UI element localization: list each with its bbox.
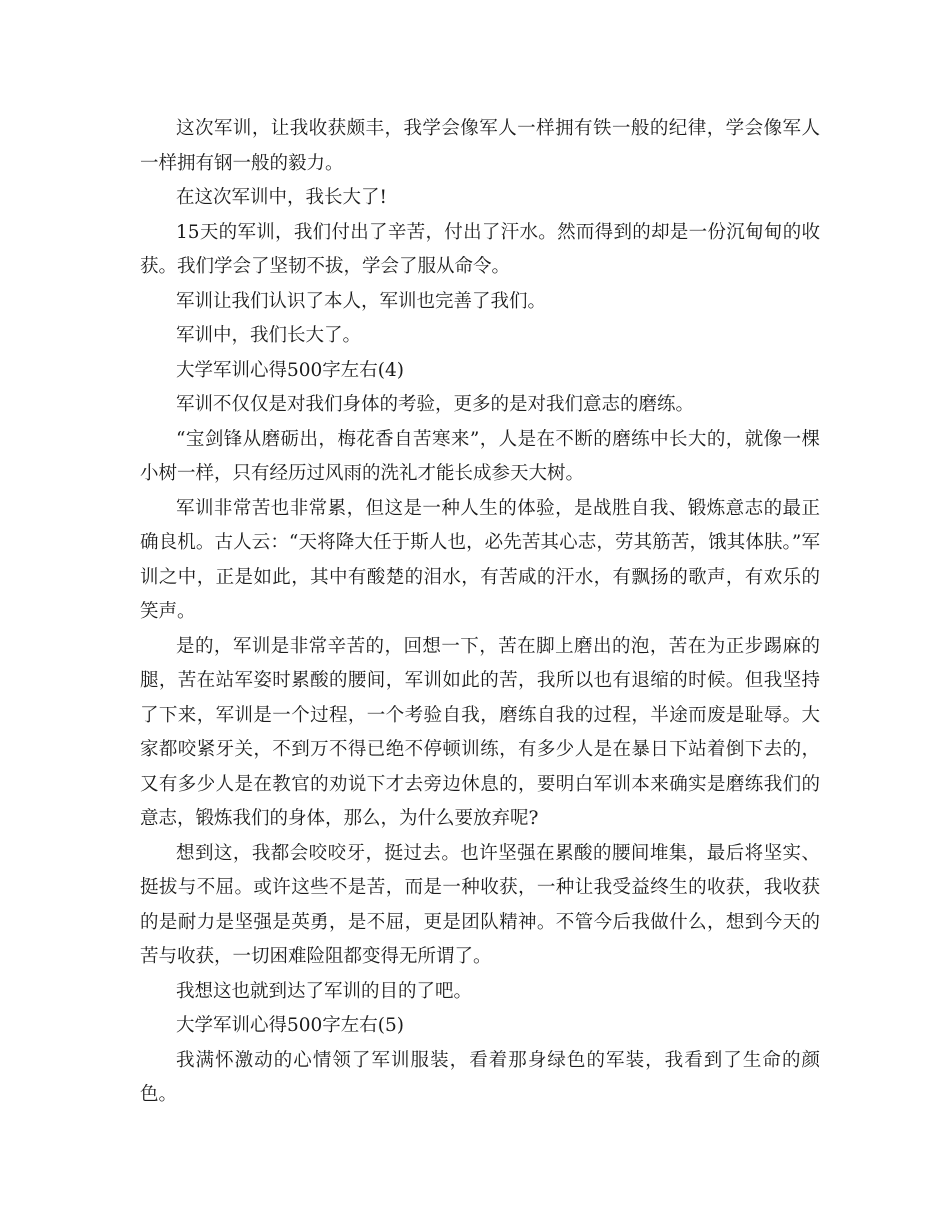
paragraph: 军训让我们认识了本人，军训也完善了我们。 — [176, 290, 547, 312]
paragraph: 想到这，我都会咬咬牙，挺过去。也许坚强在累酸的腰间堆集，最后将坚实、挺拔与不屈。或许这些不是苦，而是一种收获，一种让我受益终生的收获，我收获的是耐力是坚强是英勇，是不屈，更是团队精神。不管今后我做什么，想到今天的苦与收获，一切困难险阻都变得无所谓了。 — [140, 842, 820, 967]
paragraph: 在这次军训中，我长大了! — [176, 187, 387, 208]
paragraph: 我想这也就到达了军训的目的了吧。 — [176, 980, 473, 1002]
section-heading: 大学军训心得500字左右(4) — [176, 359, 405, 381]
paragraph: 是的，军训是非常辛苦的，回想一下，苦在脚上磨出的泡，苦在为正步踢麻的腿，苦在站军姿时累酸的腰间，军训如此的苦，我所以也有退缩的时候。但我坚持了下来，军训是一个过程，一个考验自我，磨练自我的过程，半途而废是耻辱。大家都咬紧牙关，不到万不得已绝不停顿训练，有多少人是在暴日下站着倒下去的，又有多少人是在教官的劝说下才去旁边休息的，要明白军训本来确实是磨练我们的意志，锻炼我们的身体，那么，为什么要放弃呢? — [140, 635, 820, 829]
document-page — [140, 112, 820, 1113]
paragraph: 军训中，我们长大了。 — [176, 325, 362, 346]
paragraph: 军训不仅仅是对我们身体的考验，更多的是对我们意志的磨练。 — [176, 394, 695, 415]
paragraph: 军训非常苦也非常累，但这是一种人生的体验，是战胜自我、锻炼意志的最正确良机。古人云：“天将降大任于斯人也，必先苦其心志，劳其筋苦，饿其体肤。”军训之中，正是如此，其中有酸楚的泪水，有苦咸的汗水，有飘扬的歌声，有欢乐的笑声。 — [140, 497, 820, 622]
paragraph: “宝剑锋从磨砺出，梅花香自苦寒来”，人是在不断的磨练中长大的，就像一棵小树一样，只有经历过风雨的洗礼才能长成参天大树。 — [140, 428, 820, 484]
paragraph: 15天的军训，我们付出了辛苦，付出了汗水。然而得到的却是一份沉甸甸的收获。我们学会了坚韧不拔，学会了服从命令。 — [140, 221, 820, 277]
paragraph: 我满怀激动的心情领了军训服装，看着那身绿色的军装，我看到了生命的颜色。 — [140, 1049, 820, 1105]
section-heading: 大学军训心得500字左右(5) — [176, 1015, 405, 1036]
paragraph: 这次军训，让我收获颇丰，我学会像军人一样拥有铁一般的纪律，学会像军人一样拥有钢一般的毅力。 — [140, 118, 820, 174]
